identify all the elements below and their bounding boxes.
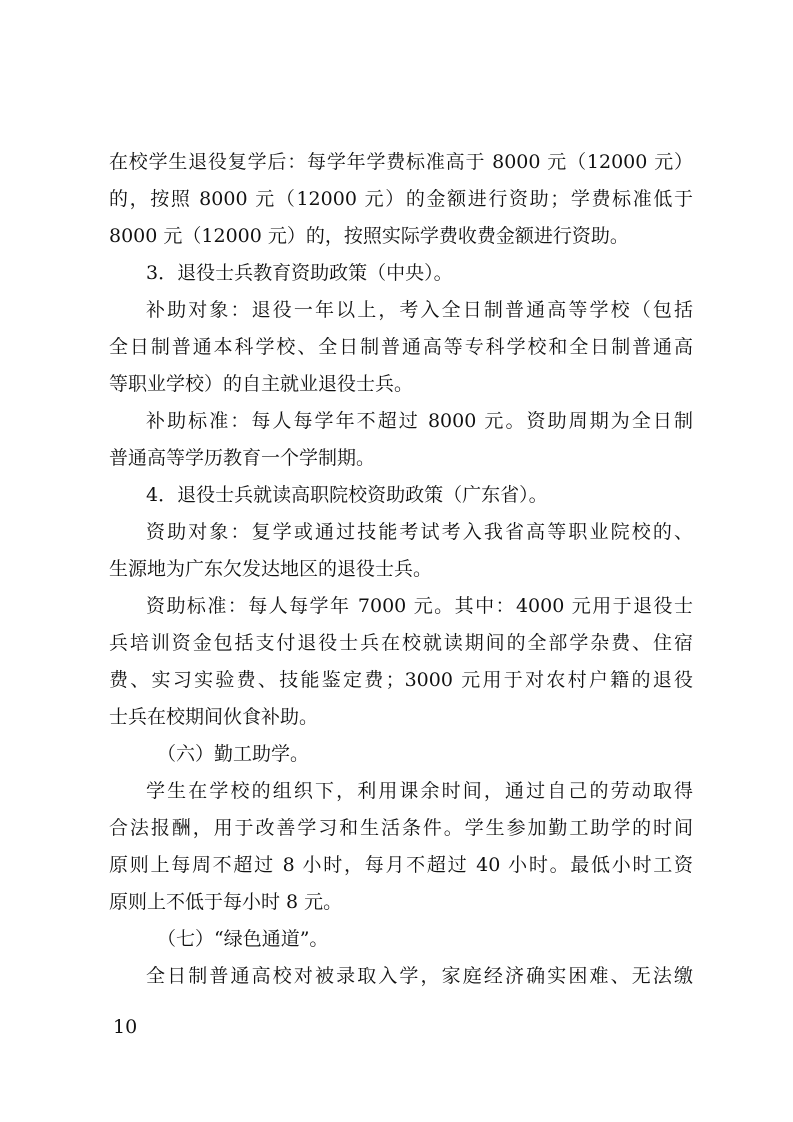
paragraph-line: 生源地为广东欠发达地区的退役士兵。 (109, 558, 433, 580)
paragraph-line: 等职业学校）的自主就业退役士兵。 (109, 373, 414, 395)
page-number: 10 (113, 1016, 138, 1038)
paragraph-line: 补助标准：每人每学年不超过 8000 元。资助周期为全日制 (146, 410, 693, 432)
section-heading: 3．退役士兵教育资助政策（中央）。 (146, 262, 453, 284)
paragraph-line: 资助标准：每人每学年 7000 元。其中：4000 元用于退役士 (146, 595, 693, 617)
paragraph-line: 士兵在校期间伙食补助。 (109, 706, 319, 728)
paragraph-line: 费、实习实验费、技能鉴定费；3000 元用于对农村户籍的退役 (109, 669, 693, 691)
paragraph-line: 合法报酬，用于改善学习和生活条件。学生参加勤工助学的时间 (109, 817, 693, 839)
section-heading: 4．退役士兵就读高职院校资助政策（广东省）。 (146, 484, 548, 506)
paragraph-line: 的，按照 8000 元（12000 元）的金额进行资助；学费标准低于 (109, 188, 693, 210)
paragraph-line: 在校学生退役复学后：每学年学费标准高于 8000 元（12000 元） (109, 151, 693, 173)
paragraph-line: 8000 元（12000 元）的，按照实际学费收费金额进行资助。 (109, 225, 629, 247)
paragraph-line: 全日制普通高校对被录取入学，家庭经济确实困难、无法缴 (146, 965, 693, 987)
paragraph-line: 资助对象：复学或通过技能考试考入我省高等职业院校的、 (146, 521, 693, 543)
paragraph-line: 兵培训资金包括支付退役士兵在校就读期间的全部学杂费、住宿 (109, 632, 693, 654)
paragraph-line: 全日制普通本科学校、全日制普通高等专科学校和全日制普通高 (109, 336, 693, 358)
section-heading: （七）“绿色通道”。 (157, 928, 329, 950)
paragraph-line: 原则上每周不超过 8 小时，每月不超过 40 小时。最低小时工资 (109, 854, 693, 876)
paragraph-line: 学生在学校的组织下，利用课余时间，通过自己的劳动取得 (146, 780, 693, 802)
paragraph-line: 补助对象：退役一年以上，考入全日制普通高等学校（包括 (146, 299, 693, 321)
paragraph-line: 原则上不低于每小时 8 元。 (109, 891, 343, 913)
paragraph-line: 普通高等学历教育一个学制期。 (109, 447, 376, 469)
section-heading: （六）勤工助学。 (157, 743, 310, 765)
